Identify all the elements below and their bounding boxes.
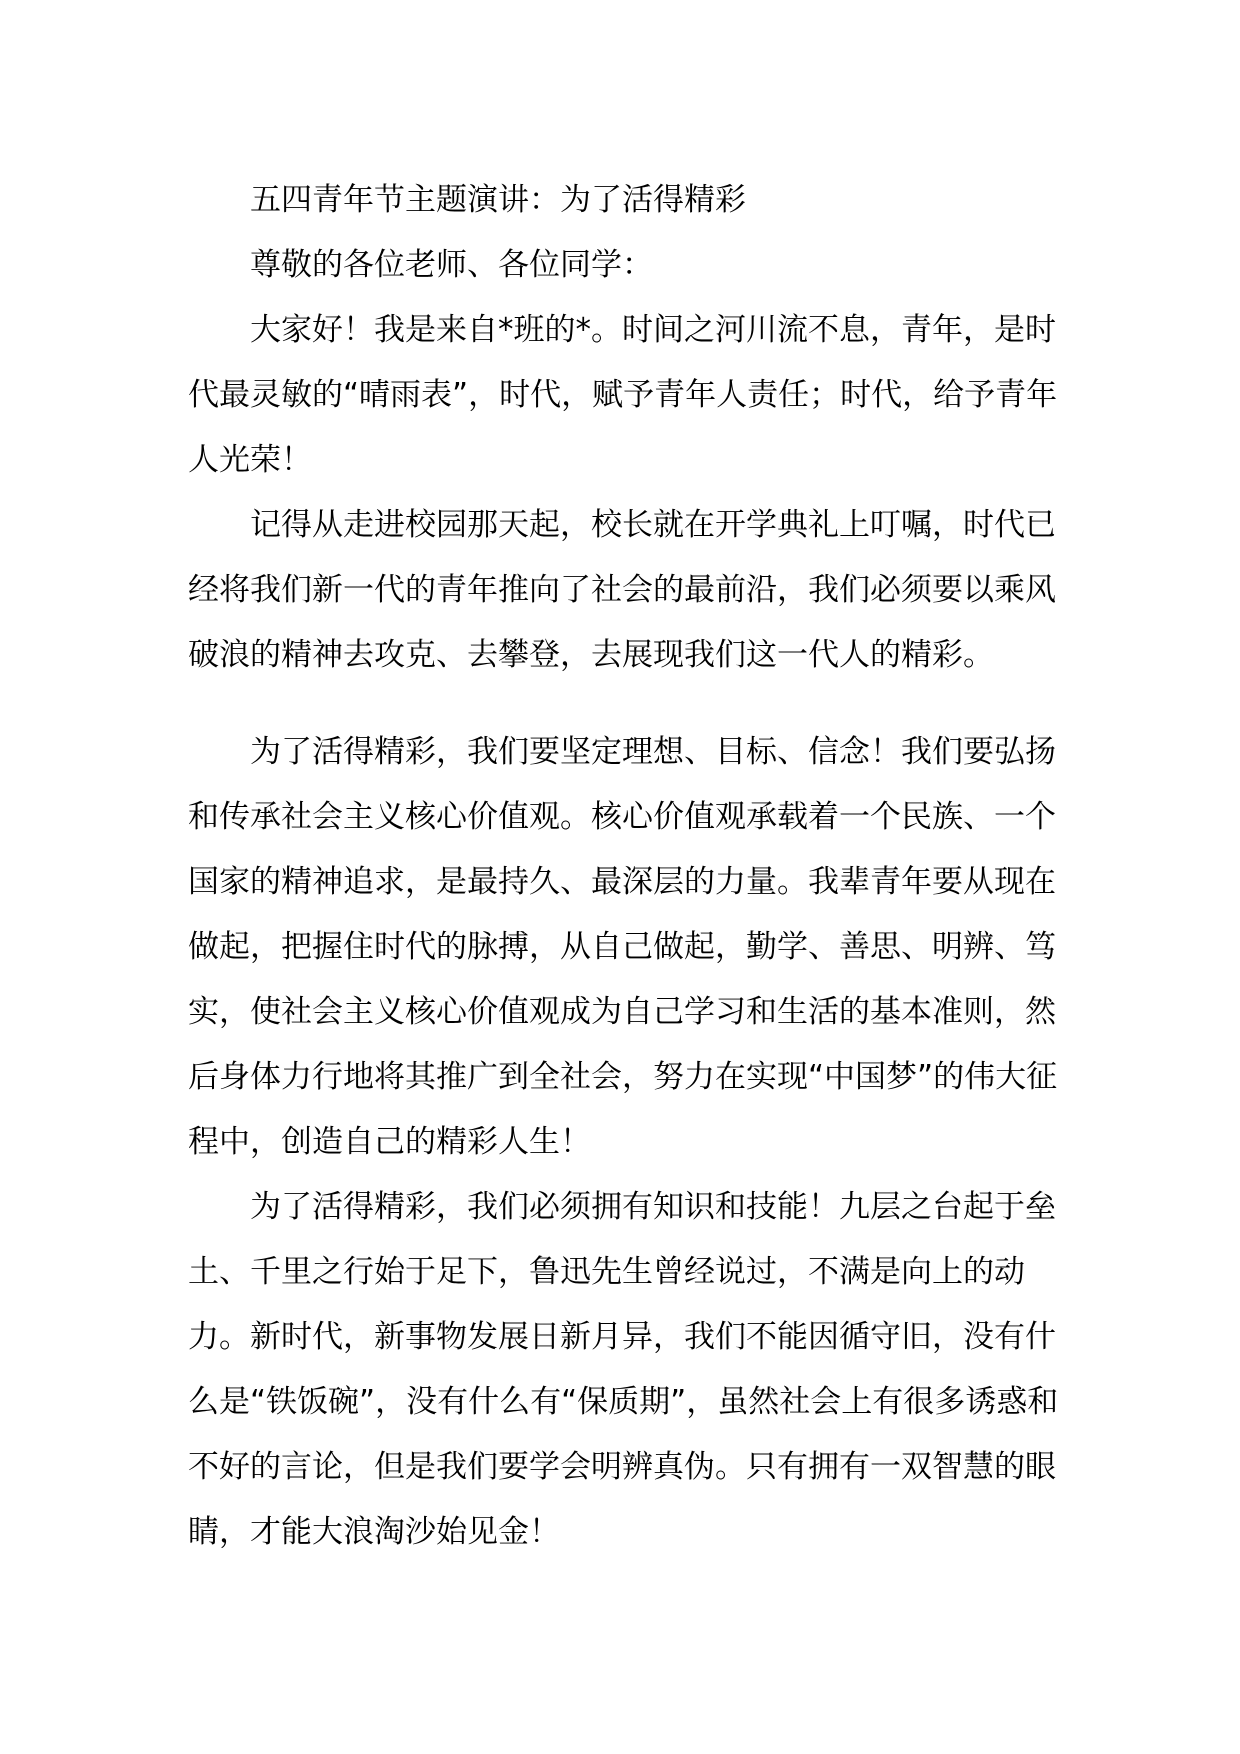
paragraph-ideals: 为了活得精彩，我们要坚定理想、目标、信念！我们要弘扬和传承社会主义核心价值观。核心价值观承载着一个民族、一个国家的精神追求，是最持久、最深层的力量。我辈青年要从现在做起，把握住时代的脉搏，从自己做起，勤学、善思、明辨、笃实，使社会主义核心价值观成为自己学习和生活的基本准则，然后身体力行地将其推广到全社会，努力在实现“中国梦”的伟大征程中，创造自己的精彩人生！ <box>188 734 1058 1160</box>
paragraph-school-memory: 记得从走进校园那天起，校长就在开学典礼上叮嘱，时代已经将我们新一代的青年推向了社会的最前沿，我们必须要以乘风破浪的精神去攻克、去攀登，去展现我们这一代人的精彩。 <box>188 507 1056 673</box>
document-title: 五四青年节主题演讲：为了活得精彩 <box>250 182 746 218</box>
document-body <box>188 168 1068 1565</box>
paragraph-knowledge: 为了活得精彩，我们必须拥有知识和技能！九层之台起于垒土、千里之行始于足下，鲁迅先生曾经说过，不满是向上的动力。新时代，新事物发展日新月异，我们不能因循守旧，没有什么是“铁饭碗”，没有什么有“保质期”，虽然社会上有很多诱惑和不好的言论，但是我们要学会明辨真伪。只有拥有一双智慧的眼睛，才能大浪淘沙始见金！ <box>188 1189 1059 1550</box>
paragraph-greeting: 大家好！我是来自*班的*。时间之河川流不息，青年，是时代最灵敏的“晴雨表”，时代，赋予青年人责任；时代，给予青年人光荣！ <box>188 312 1058 478</box>
salutation: 尊敬的各位老师、各位同学： <box>250 247 653 283</box>
